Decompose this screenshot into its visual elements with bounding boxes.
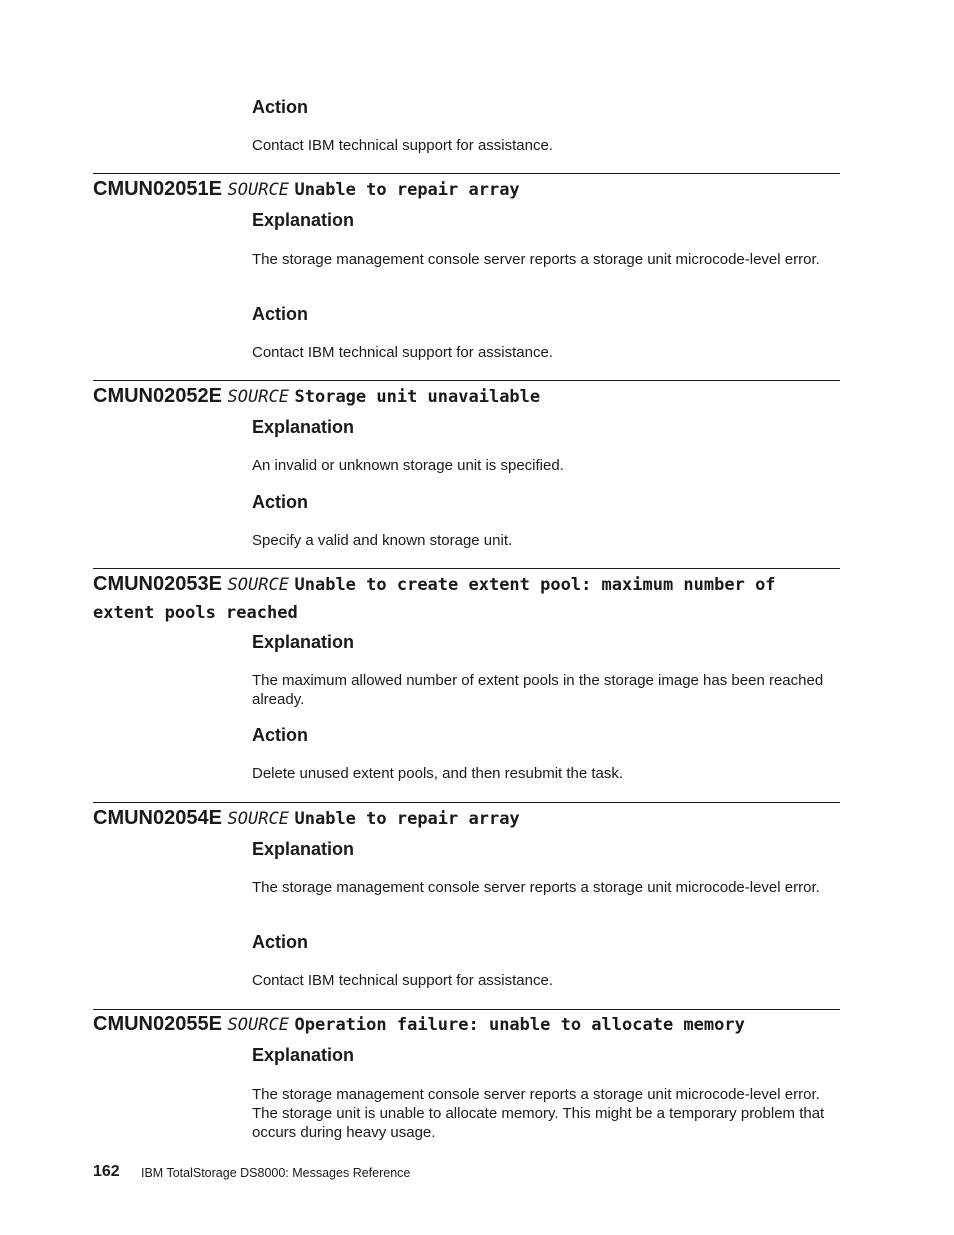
action-text: Delete unused extent pools, and then resubmit the task. <box>252 765 624 782</box>
explanation-text: The maximum allowed number of extent pools in the storage image has been reached already. <box>252 672 824 708</box>
action-heading: Action <box>252 725 308 745</box>
message-source: SOURCE <box>227 809 289 829</box>
explanation-text: The storage management console server reports a storage unit microcode-level error. <box>252 251 820 268</box>
explanation-heading: Explanation <box>252 632 355 652</box>
message-text: Storage unit unavailable <box>294 387 541 407</box>
message-heading <box>93 571 843 627</box>
action-heading: Action <box>252 97 308 117</box>
book-title: IBM TotalStorage DS8000: Messages Reference <box>141 1166 411 1180</box>
action-text: Specify a valid and known storage unit. <box>252 532 513 549</box>
message-id: CMUN02052E <box>93 385 222 407</box>
explanation-text: The storage management console server reports a storage unit microcode-level error. <box>252 879 820 896</box>
section-divider <box>93 802 840 803</box>
message-source: SOURCE <box>227 1015 289 1035</box>
page-number: 162 <box>93 1163 120 1180</box>
message-id: CMUN02054E <box>93 807 222 829</box>
message-text: Unable to create extent pool: maximum number of extent pools reached <box>93 575 776 623</box>
action-heading: Action <box>252 492 308 512</box>
action-text: Contact IBM technical support for assistance. <box>252 137 553 154</box>
message-text: Unable to repair array <box>294 809 520 829</box>
explanation-heading: Explanation <box>252 417 355 437</box>
message-heading <box>93 176 843 204</box>
action-heading: Action <box>252 304 308 324</box>
section-divider <box>93 1009 840 1010</box>
message-id: CMUN02051E <box>93 178 222 200</box>
message-source: SOURCE <box>227 387 289 407</box>
message-heading <box>93 805 843 833</box>
message-heading <box>93 383 843 411</box>
explanation-text: The storage management console server reports a storage unit microcode-level error. The storage unit is unable to allocate memory. This might be a temporary problem that occurs during heavy usage. <box>252 1086 825 1141</box>
action-text: Contact IBM technical support for assistance. <box>252 972 553 989</box>
message-text: Unable to repair array <box>294 180 520 200</box>
section-divider <box>93 173 840 174</box>
section-divider <box>93 568 840 569</box>
explanation-text: An invalid or unknown storage unit is specified. <box>252 457 564 474</box>
explanation-heading: Explanation <box>252 1045 355 1065</box>
action-text: Contact IBM technical support for assistance. <box>252 344 553 361</box>
message-source: SOURCE <box>227 575 289 595</box>
message-id: CMUN02055E <box>93 1013 222 1035</box>
explanation-heading: Explanation <box>252 839 355 859</box>
action-heading: Action <box>252 932 308 952</box>
message-heading <box>93 1011 843 1039</box>
message-text: Operation failure: unable to allocate memory <box>294 1015 745 1035</box>
message-id: CMUN02053E <box>93 573 222 595</box>
explanation-heading: Explanation <box>252 210 355 230</box>
message-source: SOURCE <box>227 180 289 200</box>
section-divider <box>93 380 840 381</box>
